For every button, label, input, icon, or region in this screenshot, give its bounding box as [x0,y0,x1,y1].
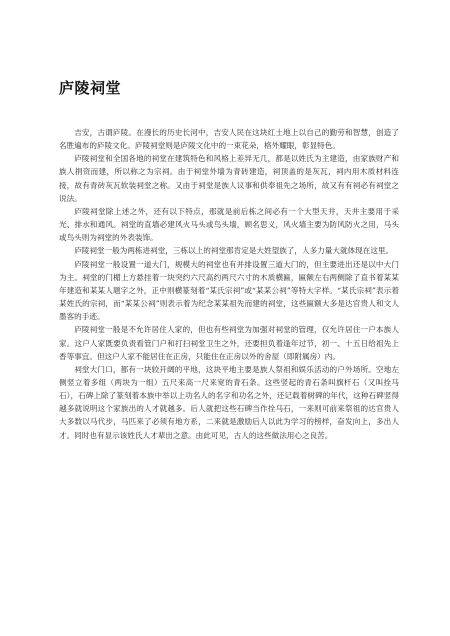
document-body [59,126,399,442]
paragraph-features: 庐陵祠堂除上述之外，还有以下特点，那就是前后栋之间必有一个大型天井，天井主要用于采光、排水和通风。祠堂的直墙必建风火马头或鸟头墙，顾名思义，风火墙主要为防风防火之用，马头或鸟头则为祠堂的外表装饰。 [59,206,399,243]
paragraph-square: 祠堂大门口，都有一块较开阔的平地，这块平地主要是族人祭祖和娱乐活动的户外场所。空地左侧竖立着多组（两块为一组）五尺来高一尺来宽的青石条。这些竖起的青石条叫旗杆石（又叫拴马石），石碑上除了篆刻着本族中举以上功名人的名字和功名之外，还记载着树碑的年代，这种石碑竖得越多就说明这个家族出的人才就越多。后人就把这些石碑当作拴马石，一来则可前来祭祖的达官贵人大多数以马代步，马匹来了必须有地方系，二来就是激励后人以此为学习的榜样，奋发向上，多出人才。同时也有显示该姓氏人才辈出之意。由此可见，古人的这些做法用心之良苦。 [59,364,399,440]
page-title: 庐陵祠堂 [59,79,122,97]
paragraph-size: 庐陵祠堂一般为两栋进祠堂，三栋以上的祠堂那肯定是大姓望族了，人多力量大就体现在这里。 [74,246,394,256]
paragraph-intro: 吉安，古谓庐陵。在漫长的历史长河中，吉安人民在这块红土地上以自己的勤劳和智慧，创造了名胜遍布的庐陵文化。庐陵祠堂则是庐陵文化中的一束花朵，格外耀眼，彰显特色。 [59,128,399,151]
paragraph-architecture: 庐陵祠堂和全国各地的祠堂在建筑特色和风格上差异无几，都是以姓氏为主建造，由家族财产和族人捐资而建，所以称之为宗祠。由于祠堂外墙为青砖建造，祠顶盖的是灰瓦，祠内用木质材料连接，故有青砖灰瓦软装祠堂之称。又由于祠堂是族人议事和供奉祖先之场所，故又有有祠必有祠堂之说法。 [59,154,399,203]
paragraph-residence: 庐陵祠堂一般是不允许居住人家的，但也有些祠堂为加强对祠堂的管理，仅允许居住一户本族人家。这户人家既要负责看管门户和打扫祠堂卫生之外，还要担负着逢年过节，初一、十五日给祖先上香等事宜。但这户人家不能居住在正房，只能住在正房以外的舍屋（即附属房）内。 [59,325,399,361]
paragraph-gate: 庐陵祠堂一般设置一道大门，规模大的祠堂也有并排设置三道大门的，但主要进出还是以中大门为主。祠堂的门楣上方悬挂着一块突约六尺高约两尺六寸的木质横匾，匾额左右两侧除了直书着某某年建造和某某人题字之外，正中则横篆刻着“某氏宗祠”或“某某公祠”等特大字样。“某氏宗祠”表示着某姓氏的宗祠，而“某某公祠”则表示着为纪念某某祖先而建的祠堂，这些匾额大多是达官贵人和文人墨客的手迹。 [59,259,399,322]
